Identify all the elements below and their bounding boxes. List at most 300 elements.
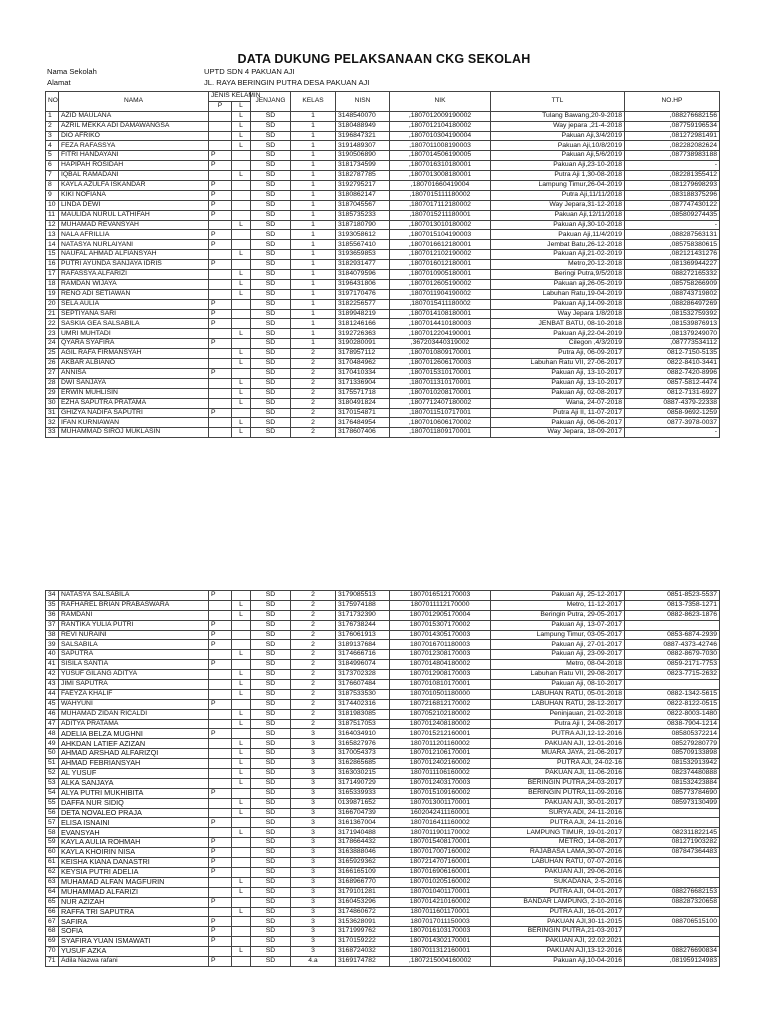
l-cell: L	[232, 279, 251, 289]
p-cell	[209, 709, 232, 719]
l-cell: L	[232, 610, 251, 620]
ttl-cell: Pakuan Aji, 06-06-2017	[491, 418, 625, 428]
nohp-cell: 0812-7131-6927	[625, 388, 720, 398]
nohp-cell: 0882-8623-1876	[625, 610, 720, 620]
nik-cell: ,1807012606170003	[390, 359, 491, 369]
kelas-cell: 1	[291, 329, 336, 339]
p-cell	[209, 749, 232, 759]
nisn-cell: 3161367004	[336, 818, 390, 828]
no-cell: 39	[46, 640, 59, 650]
nisn-cell: 3175571718	[336, 388, 390, 398]
name-cell: EZHA SAPUTRA PRATAMA	[59, 398, 209, 408]
kelas-cell: 2	[291, 378, 336, 388]
no-cell: 10	[46, 200, 59, 210]
name-cell: ALYA PUTRI MUKHIBITA	[59, 788, 209, 798]
ttl-cell: Wana, 24-07-2018	[491, 398, 625, 408]
nohp-cell: ,088743719802	[625, 289, 720, 299]
nisn-cell: 3190506890	[336, 151, 390, 161]
jenjang-cell: SD	[251, 838, 291, 848]
table-row	[46, 680, 720, 690]
jenjang-cell: SD	[251, 887, 291, 897]
nisn-cell: 3163888046	[336, 848, 390, 858]
table-row	[46, 887, 720, 897]
nohp-cell	[625, 818, 720, 828]
p-cell	[209, 131, 232, 141]
nisn-cell: 3181246166	[336, 319, 390, 329]
name-cell: NATASYA NURLAIYANI	[59, 240, 209, 250]
p-cell	[209, 650, 232, 660]
l-cell	[232, 230, 251, 240]
name-cell: EVANSYAH	[59, 828, 209, 838]
ttl-cell: Putra Aji, 06-09-2017	[491, 349, 625, 359]
nohp-cell: 087847364483	[625, 848, 720, 858]
jenjang-cell: SD	[251, 719, 291, 729]
p-cell	[209, 289, 232, 299]
p-cell	[209, 359, 232, 369]
nisn-cell: 3179101281	[336, 887, 390, 897]
table-row	[46, 798, 720, 808]
table-row	[46, 689, 720, 699]
nik-cell: 1807010401170001	[390, 887, 491, 897]
no-cell: 34	[46, 591, 59, 601]
l-cell	[232, 200, 251, 210]
l-cell: L	[232, 887, 251, 897]
table-row	[46, 141, 720, 151]
table-row	[46, 907, 720, 917]
kelas-cell: 1	[291, 339, 336, 349]
nisn-cell: 3184079596	[336, 270, 390, 280]
jenjang-cell: SD	[251, 230, 291, 240]
no-cell: 62	[46, 867, 59, 877]
table-row	[46, 660, 720, 670]
l-cell: L	[232, 719, 251, 729]
table-row	[46, 640, 720, 650]
l-cell: L	[232, 709, 251, 719]
kelas-cell: 3	[291, 937, 336, 947]
nisn-cell: 3181734599	[336, 161, 390, 171]
no-cell: 41	[46, 660, 59, 670]
nisn-cell: 3190280091	[336, 339, 390, 349]
kelas-cell: 1	[291, 190, 336, 200]
p-cell	[209, 270, 232, 280]
p-cell: P	[209, 200, 232, 210]
p-cell	[209, 329, 232, 339]
nisn-cell: 3179085513	[336, 591, 390, 601]
table-row	[46, 398, 720, 408]
nisn-cell: 3160453296	[336, 897, 390, 907]
name-cell: MUHAMAD ZIDAN RICALDI	[59, 709, 209, 719]
nik-cell: 1807011312160001	[390, 947, 491, 957]
nohp-cell: 088276682153	[625, 887, 720, 897]
jenjang-cell: SD	[251, 660, 291, 670]
nik-cell: ,1807017112180002	[390, 200, 491, 210]
l-cell	[232, 699, 251, 709]
jenjang-cell: SD	[251, 828, 291, 838]
p-cell	[209, 600, 232, 610]
p-cell	[209, 719, 232, 729]
kelas-cell: 3	[291, 838, 336, 848]
kelas-cell: 3	[291, 887, 336, 897]
l-cell: L	[232, 398, 251, 408]
no-cell: 4	[46, 141, 59, 151]
name-cell: SAPUTRA	[59, 650, 209, 660]
p-cell	[209, 610, 232, 620]
ttl-cell: PAKUAN AJI, 29-06-2016	[491, 867, 625, 877]
nik-cell: ,1807012009190002	[390, 111, 491, 121]
name-cell: RENO ADI SETIAWAN	[59, 289, 209, 299]
nik-cell: ,1807011310170001	[390, 378, 491, 388]
nisn-cell: 3185735233	[336, 210, 390, 220]
nohp-cell: 0882-7420-8996	[625, 368, 720, 378]
l-cell: L	[232, 289, 251, 299]
l-cell: L	[232, 378, 251, 388]
l-cell	[232, 640, 251, 650]
p-cell	[209, 778, 232, 788]
jenjang-cell: SD	[251, 378, 291, 388]
jenjang-cell: SD	[251, 917, 291, 927]
ttl-cell: SURYA ADI, 24-11-2016	[491, 808, 625, 818]
jenjang-cell: SD	[251, 181, 291, 191]
p-cell: P	[209, 260, 232, 270]
l-cell: L	[232, 778, 251, 788]
kelas-cell: 2	[291, 660, 336, 670]
ttl-cell: PAKUAN AJI, 30-01-2017	[491, 798, 625, 808]
ttl-cell: Pakuan Aji, 25-12-2017	[491, 591, 625, 601]
ttl-cell: Pakuan Aji, 23-09-2017	[491, 650, 625, 660]
nisn-cell: 3169174782	[336, 956, 390, 966]
name-cell: REVI NURAINI	[59, 630, 209, 640]
no-cell: 47	[46, 719, 59, 729]
name-cell: AZID MAULANA	[59, 111, 209, 121]
no-cell: 61	[46, 858, 59, 868]
ttl-cell: METRO, 14-08-2017	[491, 838, 625, 848]
no-cell: 23	[46, 329, 59, 339]
table-row	[46, 778, 720, 788]
name-cell: MUHAMMAD ALFARIZI	[59, 887, 209, 897]
l-cell: L	[232, 689, 251, 699]
nik-cell: ,1807012104180002	[390, 121, 491, 131]
nisn-cell: 3187180790	[336, 220, 390, 230]
nohp-cell: -	[625, 161, 720, 171]
kelas-cell: 2	[291, 689, 336, 699]
kelas-cell: 3	[291, 947, 336, 957]
nik-cell: ,1807010809170001	[390, 349, 491, 359]
l-cell: L	[232, 798, 251, 808]
nohp-cell: 0887-4379-22338	[625, 398, 720, 408]
nik-cell: ,1807014108180001	[390, 309, 491, 319]
nohp-cell: 0853-6874-2939	[625, 630, 720, 640]
name-cell: YUSUF GILANG ADITYA	[59, 670, 209, 680]
ttl-cell: Pakuan Aji,14-09-2018	[491, 299, 625, 309]
kelas-cell: 3	[291, 769, 336, 779]
nohp-cell: 085805372214	[625, 729, 720, 739]
nisn-cell: 3187517053	[336, 719, 390, 729]
nohp-cell	[625, 937, 720, 947]
kelas-cell: 1	[291, 250, 336, 260]
l-cell	[232, 408, 251, 418]
kelas-cell: 2	[291, 418, 336, 428]
table-row	[46, 190, 720, 200]
name-cell: JIMI SAPUTRA	[59, 680, 209, 690]
name-cell: MUHAMAD ALFAN MAGFURIN	[59, 877, 209, 887]
ttl-cell: Cilegon ,4/3/2019	[491, 339, 625, 349]
l-cell	[232, 937, 251, 947]
jenjang-cell: SD	[251, 418, 291, 428]
nohp-cell	[625, 927, 720, 937]
l-cell: L	[232, 171, 251, 181]
table-body-top	[46, 111, 720, 437]
ttl-cell: PUTRA AJI,12-12-2016	[491, 729, 625, 739]
l-cell	[232, 319, 251, 329]
kelas-cell: 3	[291, 818, 336, 828]
no-cell: 21	[46, 309, 59, 319]
kelas-cell: 3	[291, 739, 336, 749]
jenjang-cell: SD	[251, 947, 291, 957]
no-cell: 57	[46, 818, 59, 828]
nisn-cell: 3178664432	[336, 838, 390, 848]
l-cell: L	[232, 141, 251, 151]
ttl-cell: Way Jepara, 18-09-2017	[491, 428, 625, 438]
kelas-cell: 3	[291, 759, 336, 769]
nik-cell: ,1807015104190003	[390, 230, 491, 240]
name-cell: SEPTIYANA SARI	[59, 309, 209, 319]
name-cell: AL YUSUF	[59, 769, 209, 779]
school-value: UPTD SDN 4 PAKUAN AJI	[204, 67, 295, 76]
l-cell: L	[232, 759, 251, 769]
name-cell: IQBAL RAMADANI	[59, 171, 209, 181]
table-row	[46, 877, 720, 887]
p-cell: P	[209, 858, 232, 868]
kelas-cell: 2	[291, 620, 336, 630]
ttl-cell: Pakuan Aji,10-04-2016	[491, 956, 625, 966]
name-cell: AHMAD ARSHAD ALFARIZQI	[59, 749, 209, 759]
ttl-cell: Pakuan Aji,11/4/2019	[491, 230, 625, 240]
jenjang-cell: SD	[251, 190, 291, 200]
ttl-cell: PAKUAN AJI, 11-06-2016	[491, 769, 625, 779]
jenjang-cell: SD	[251, 798, 291, 808]
ttl-cell: PAKUAN AJI,13-12-2016	[491, 947, 625, 957]
p-cell: P	[209, 309, 232, 319]
nisn-cell: 3168724032	[336, 947, 390, 957]
nik-cell: ,1807013010180002	[390, 220, 491, 230]
no-cell: 42	[46, 670, 59, 680]
table-row	[46, 349, 720, 359]
jenjang-cell: SD	[251, 897, 291, 907]
name-cell: ELISA ISNAINI	[59, 818, 209, 828]
name-cell: NAUFAL AHMAD ALFIANSYAH	[59, 250, 209, 260]
ttl-cell: Pakuan Aji,12/11/2018	[491, 210, 625, 220]
table-row	[46, 709, 720, 719]
p-cell	[209, 141, 232, 151]
table-row	[46, 329, 720, 339]
l-cell	[232, 729, 251, 739]
nisn-cell: 3174860672	[336, 907, 390, 917]
nik-cell: 1807016906160001	[390, 867, 491, 877]
p-cell	[209, 808, 232, 818]
header-nama: NAMA	[59, 92, 209, 112]
name-cell: RAMDAN WIJAYA	[59, 279, 209, 289]
kelas-cell: 2	[291, 359, 336, 369]
nik-cell: 1807015109160002	[390, 788, 491, 798]
kelas-cell: 3	[291, 907, 336, 917]
nik-cell: ,1807011510717001	[390, 408, 491, 418]
kelas-cell: 1	[291, 161, 336, 171]
ttl-cell: Pakuan Aji, 13-10-2017	[491, 378, 625, 388]
ttl-cell: PUTRA AJI, 24-02-16	[491, 759, 625, 769]
name-cell: KAYLA KHOIRIN NISA	[59, 848, 209, 858]
kelas-cell: 1	[291, 279, 336, 289]
ttl-cell: JENBAT BATU, 08-10-2018	[491, 319, 625, 329]
kelas-cell: 4.a	[291, 956, 336, 966]
nik-cell: 1807015212160001	[390, 729, 491, 739]
nik-cell: 1807012308170003	[390, 650, 491, 660]
l-cell	[232, 956, 251, 966]
name-cell: KIKI NOFIANA	[59, 190, 209, 200]
nisn-cell: 3189137684	[336, 640, 390, 650]
nisn-cell: 3187533530	[336, 689, 390, 699]
jenjang-cell: SD	[251, 240, 291, 250]
kelas-cell: 1	[291, 210, 336, 220]
ttl-cell: Metro, 08-04-2018	[491, 660, 625, 670]
nohp-cell: 0877-3978-0037	[625, 418, 720, 428]
table-row	[46, 131, 720, 141]
nohp-cell: ,085758380615	[625, 240, 720, 250]
name-cell: SYAFIRA YUAN ISMAWATI	[59, 937, 209, 947]
kelas-cell: 3	[291, 788, 336, 798]
no-cell: 13	[46, 230, 59, 240]
table-row	[46, 699, 720, 709]
nik-cell: 1807010205160002	[390, 877, 491, 887]
p-cell	[209, 418, 232, 428]
no-cell: 32	[46, 418, 59, 428]
kelas-cell: 3	[291, 867, 336, 877]
jenjang-cell: SD	[251, 858, 291, 868]
p-cell: P	[209, 699, 232, 709]
nik-cell: 1807014302170001	[390, 937, 491, 947]
table-row	[46, 121, 720, 131]
nik-cell: ,1807010905180001	[390, 270, 491, 280]
p-cell: P	[209, 151, 232, 161]
table-row	[46, 610, 720, 620]
header-kelas: KELAS	[291, 92, 336, 112]
nik-cell: 1807014210160002	[390, 897, 491, 907]
nisn-cell: 3170484962	[336, 359, 390, 369]
name-cell: QYARA SYAFIRA	[59, 339, 209, 349]
ttl-cell: Pakuan Aji,30-10-2018	[491, 220, 625, 230]
nisn-cell: 3171490729	[336, 778, 390, 788]
nisn-cell: 3192726363	[336, 329, 390, 339]
ttl-cell: Pakuan Aji, 13-07-2017	[491, 620, 625, 630]
name-cell: RANTIKA YULIA PUTRI	[59, 620, 209, 630]
nohp-cell: ,088287563131	[625, 230, 720, 240]
nohp-cell: 088287320658	[625, 897, 720, 907]
no-cell: 29	[46, 388, 59, 398]
kelas-cell: 3	[291, 729, 336, 739]
nik-cell: ,1807011904190002	[390, 289, 491, 299]
name-cell: RAMDANI	[59, 610, 209, 620]
l-cell: L	[232, 388, 251, 398]
l-cell: L	[232, 329, 251, 339]
header-ttl: TTL	[491, 92, 625, 112]
nisn-cell: 3180491824	[336, 398, 390, 408]
l-cell: L	[232, 749, 251, 759]
jenjang-cell: SD	[251, 250, 291, 260]
name-cell: DIO AFRIKO	[59, 131, 209, 141]
jenjang-cell: SD	[251, 699, 291, 709]
ttl-cell: Lampung Timur, 03-05-2017	[491, 630, 625, 640]
jenjang-cell: SD	[251, 141, 291, 151]
nohp-cell: ,087773534112	[625, 339, 720, 349]
kelas-cell: 1	[291, 171, 336, 181]
table-row	[46, 260, 720, 270]
table-row	[46, 428, 720, 438]
ttl-cell: Metro,20-12-2018	[491, 260, 625, 270]
ttl-cell: MUARA JAYA, 21-06-2017	[491, 749, 625, 759]
no-cell: 68	[46, 927, 59, 937]
nohp-cell: 0838-7904-1214	[625, 719, 720, 729]
p-cell: P	[209, 299, 232, 309]
l-cell: L	[232, 359, 251, 369]
nik-cell: 1807012403170003	[390, 778, 491, 788]
table-row	[46, 408, 720, 418]
nik-cell: 1602042411160001	[390, 808, 491, 818]
jenjang-cell: SD	[251, 749, 291, 759]
ttl-cell: PUTRA AJI, 24-11-2016	[491, 818, 625, 828]
table-row	[46, 339, 720, 349]
no-cell: 20	[46, 299, 59, 309]
l-cell: L	[232, 270, 251, 280]
name-cell: KAYLA AULIA ROHMAH	[59, 838, 209, 848]
name-cell: AZRIL MEKKA ADI DAMAWANGSA	[59, 121, 209, 131]
p-cell	[209, 670, 232, 680]
kelas-cell: 2	[291, 591, 336, 601]
nik-cell: 1807012106170001	[390, 749, 491, 759]
nik-cell: 1807016103170003	[390, 927, 491, 937]
nik-cell: ,1807015111180002	[390, 190, 491, 200]
p-cell	[209, 388, 232, 398]
l-cell: L	[232, 828, 251, 838]
ttl-cell: Beringin Putra, 29-05-2017	[491, 610, 625, 620]
l-cell	[232, 299, 251, 309]
jenjang-cell: SD	[251, 769, 291, 779]
name-cell: MUHAMAD REVANSYAH	[59, 220, 209, 230]
jenjang-cell: SD	[251, 818, 291, 828]
table-row	[46, 319, 720, 329]
jenjang-cell: SD	[251, 877, 291, 887]
no-cell: 67	[46, 917, 59, 927]
p-cell: P	[209, 319, 232, 329]
jenjang-cell: SD	[251, 260, 291, 270]
nisn-cell: 3176738244	[336, 620, 390, 630]
jenjang-cell: SD	[251, 289, 291, 299]
no-cell: 1	[46, 111, 59, 121]
jenjang-cell: SD	[251, 778, 291, 788]
p-cell	[209, 171, 232, 181]
ttl-cell: LABUHAN RATU, 07-07-2016	[491, 858, 625, 868]
p-cell	[209, 121, 232, 131]
p-cell: P	[209, 897, 232, 907]
no-cell: 53	[46, 778, 59, 788]
jenjang-cell: SD	[251, 610, 291, 620]
nisn-cell: 3173702328	[336, 670, 390, 680]
ttl-cell: Pakuan Aji, 02-08-2017	[491, 388, 625, 398]
l-cell: L	[232, 650, 251, 660]
nohp-cell: ,081539876913	[625, 319, 720, 329]
l-cell	[232, 897, 251, 907]
p-cell: P	[209, 818, 232, 828]
table-row	[46, 937, 720, 947]
p-cell: P	[209, 867, 232, 877]
